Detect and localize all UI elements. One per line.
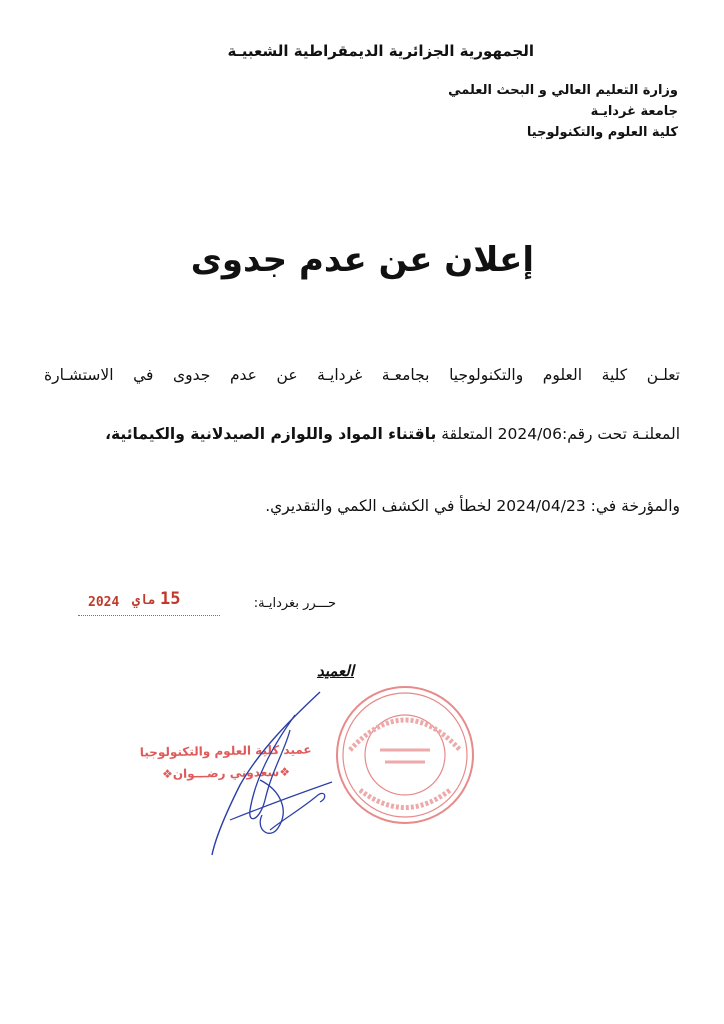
body-line-1: تعلـن كلية العلوم والتكنولوجيا بجامعـة غردايـة عن عدم جدوى في الاستشـارة	[44, 366, 680, 384]
announcement-title: إعلان عن عدم جدوى	[190, 240, 534, 280]
body-line-3: والمؤرخة في: 2024/04/23 لخطأ في الكشف الكمي والتقديري.	[265, 497, 680, 515]
republic-title: الجمهورية الجزائرية الديمقراطية الشعبيـة	[227, 42, 534, 60]
faculty-name: كلية العلوم والتكنولوجيا	[526, 125, 678, 140]
dean-stamp-name: ❖سعدوني رضـــوان❖	[162, 764, 291, 782]
ministry-name: وزارة التعليم العالي و البحث العلمي	[448, 83, 678, 98]
date-year: 2024	[88, 595, 120, 610]
date-month: ماي	[132, 593, 156, 608]
official-seal-icon	[330, 680, 480, 830]
university-name: جامعة غردايـة	[590, 104, 678, 119]
body-line-2-subject: باقتناء المواد واللوازم الصيدلانية والكيمائية،	[105, 425, 437, 443]
body-line-2	[105, 425, 680, 443]
body-line-2-prefix: المعلنـة تحت رقم:2024/06 المتعلقة	[436, 425, 680, 443]
institution-header	[448, 80, 678, 143]
handwritten-signature-icon	[200, 690, 340, 860]
date-day: 15	[160, 589, 181, 609]
place-label: حـــرر بغردايـة:	[253, 596, 336, 611]
dean-label: العميد	[316, 662, 354, 680]
date-stamp	[78, 589, 220, 616]
dean-stamp-title: عميد كلية العلوم والتكنولوجيا	[139, 742, 312, 760]
